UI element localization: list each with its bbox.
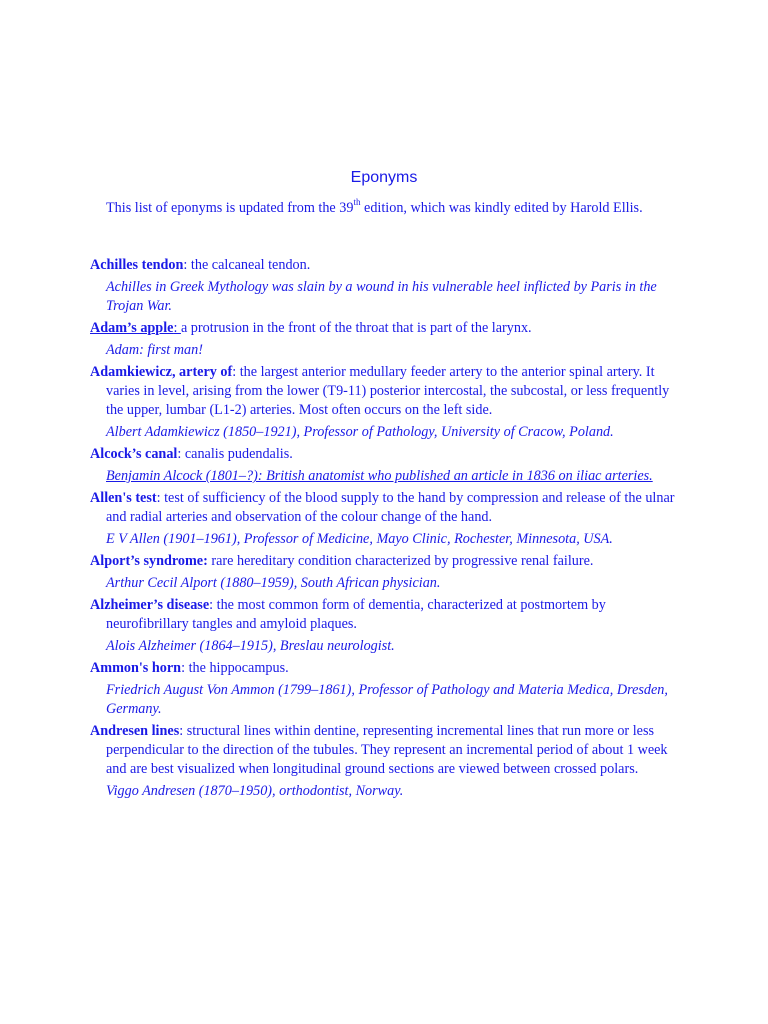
eponym-origin: Viggo Andresen (1870–1950), orthodontist, Norway. bbox=[106, 783, 404, 799]
eponym-list bbox=[90, 256, 690, 804]
eponym-origin: Adam: first man! bbox=[106, 342, 203, 358]
eponym-term-link[interactable] bbox=[90, 320, 181, 336]
eponym-term: Alport’s syndrome: bbox=[90, 553, 208, 569]
eponym-origin: Alois Alzheimer (1864–1915), Breslau neurologist. bbox=[106, 638, 395, 654]
eponym-entry bbox=[90, 659, 690, 719]
eponym-entry bbox=[90, 722, 690, 801]
intro-paragraph bbox=[106, 199, 706, 217]
eponym-origin: E V Allen (1901–1961), Professor of Medicine, Mayo Clinic, Rochester, Minnesota, USA. bbox=[106, 531, 613, 547]
eponym-origin-link[interactable]: Benjamin Alcock (1801–?): British anatomist who published an article in 1836 on iliac arteries. bbox=[106, 468, 653, 484]
eponym-term: Ammon's horn bbox=[90, 660, 182, 676]
eponym-origin: Achilles in Greek Mythology was slain by a wound in his vulnerable heel inflicted by Paris in the Trojan War. bbox=[106, 279, 657, 314]
intro-text-before: This list of eponyms is updated from the 39 bbox=[106, 200, 354, 216]
eponym-entry bbox=[90, 319, 690, 360]
eponym-term: Andresen lines bbox=[90, 723, 180, 739]
eponym-definition: structural lines within dentine, representing incremental lines that run more or less perpendicular to the direction of the tubules. They represent an incremental period of about 1 week and are best visualized when longitudinal ground sections are viewed between crossed polars. bbox=[106, 723, 668, 777]
eponym-entry bbox=[90, 256, 690, 316]
term-separator: : bbox=[173, 320, 181, 336]
eponym-term: Alzheimer’s disease bbox=[90, 597, 210, 613]
eponym-entry bbox=[90, 445, 690, 486]
term-separator: : bbox=[179, 723, 184, 739]
intro-text-after: edition, which was kindly edited by Harold Ellis. bbox=[360, 200, 643, 216]
eponym-term: Allen's test bbox=[90, 490, 157, 506]
intro-superscript: th bbox=[353, 197, 361, 208]
eponym-definition: a protrusion in the front of the throat that is part of the larynx. bbox=[180, 320, 532, 336]
eponym-term: Adam’s apple bbox=[90, 320, 174, 336]
eponym-entry bbox=[90, 552, 690, 593]
eponym-definition: the largest anterior medullary feeder artery to the anterior spinal artery. It varies in level, arising from the lower (T9-11) posterior intercostal, the subcostal, or less frequently the upper, lumbar (L1-2) arteries. Most often occurs on the left side. bbox=[106, 364, 670, 418]
eponym-entry bbox=[90, 363, 690, 442]
eponym-definition: canalis pudendalis. bbox=[181, 446, 293, 462]
term-separator: : bbox=[183, 257, 188, 273]
eponym-origin: Albert Adamkiewicz (1850–1921), Professor of Pathology, University of Cracow, Poland. bbox=[106, 424, 614, 440]
eponym-entry bbox=[90, 489, 690, 549]
term-separator: : bbox=[181, 660, 186, 676]
eponym-entry bbox=[90, 596, 690, 656]
page-title: Eponyms bbox=[350, 169, 418, 186]
eponym-definition: the most common form of dementia, characterized at postmortem by neurofibrillary tangles and amyloid plaques. bbox=[106, 597, 606, 632]
eponym-origin: Arthur Cecil Alport (1880–1959), South African physician. bbox=[106, 575, 441, 591]
eponym-term: Achilles tendon bbox=[90, 257, 184, 273]
eponym-term: Adamkiewicz, artery of bbox=[90, 364, 233, 380]
eponym-term: Alcock’s canal bbox=[90, 446, 178, 462]
eponym-definition: rare hereditary condition characterized by progressive renal failure. bbox=[207, 553, 594, 569]
eponym-definition: the hippocampus. bbox=[185, 660, 289, 676]
term-separator: : bbox=[209, 597, 214, 613]
term-separator: : bbox=[232, 364, 237, 380]
eponym-definition: test of sufficiency of the blood supply to the hand by compression and release of the ulnar and radial arteries and observation of the colour change of the hand. bbox=[106, 490, 675, 525]
eponym-definition: the calcaneal tendon. bbox=[187, 257, 311, 273]
eponym-origin: Friedrich August Von Ammon (1799–1861), Professor of Pathology and Materia Medica, Dresden, Germany. bbox=[106, 682, 668, 717]
term-separator: : bbox=[156, 490, 161, 506]
term-separator: : bbox=[177, 446, 182, 462]
